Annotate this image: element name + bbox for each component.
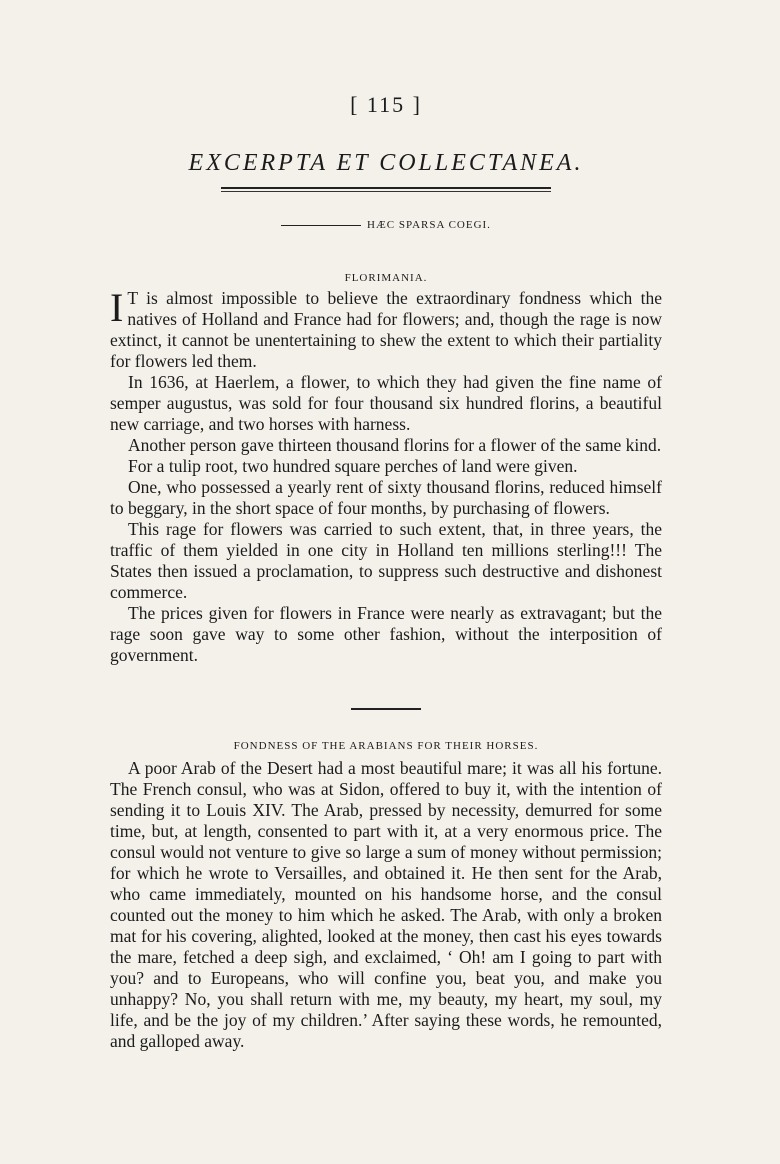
page — [110, 92, 662, 1052]
headline-rule — [221, 187, 551, 192]
motto-line — [110, 216, 662, 234]
paragraph: The prices given for flowers in France were nearly as extravagant; but the rage soon gave way to some other fashion, without the interposition of government. — [110, 603, 662, 665]
section-divider — [351, 708, 421, 710]
section-title-arabians: FONDNESS OF THE ARABIANS FOR THEIR HORSES. — [233, 740, 539, 752]
paragraph: One, who possessed a yearly rent of sixty thousand florins, reduced himself to beggary, in the short space of four months, by purchasing of flowers. — [110, 477, 662, 518]
motto-dash — [281, 225, 361, 226]
paragraph: In 1636, at Haerlem, a flower, to which they had given the fine name of semper augustus, was sold for four thousand six hundred florins, a beautiful new carriage, and two horses with harness. — [110, 372, 662, 434]
paragraph — [110, 285, 662, 372]
article-arabians — [110, 758, 662, 1052]
motto: HÆC SPARSA COEGI. — [367, 219, 491, 232]
section-title-florimania: FLORIMANIA. — [344, 272, 428, 284]
article-florimania — [110, 285, 662, 666]
paragraph: Another person gave thirteen thousand florins for a flower of the same kind. — [128, 435, 662, 455]
paragraph: A poor Arab of the Desert had a most beautiful mare; it was all his fortune. The French consul, who was at Sidon, offered to buy it, with the intention of sending it to Louis XIV. The Arab, pressed by necessity, demurred for some time, but, at length, consented to part with it, at a very enormous price. The consul would not venture to give so large a sum of money without permission; for which he wrote to Versailles, and obtained it. He then sent for the Arab, who came immediately, mounted on his handsome horse, and the consul counted out the money to him which he asked. The Arab, with only a broken mat for his covering, alighted, looked at the money, then cast his eyes towards the mare, fetched a deep sigh, and exclaimed, ‘ Oh! am I going to part with you? and to Europeans, who will confine you, beat you, and make you unhappy? No, you shall return with me, my beauty, my heart, my soul, my life, and be the joy of my children.’ After saying these words, he remounted, and galloped away. — [110, 758, 662, 1051]
paragraph: For a tulip root, two hundred square perches of land were given. — [128, 456, 578, 476]
paragraph: This rage for flowers was carried to such extent, that, in three years, the traffic of them yielded in one city in Holland ten millions sterling!!! The States then issued a proclamation, to suppress such destructive and dishonest commerce. — [110, 519, 662, 602]
drop-initial: I — [110, 285, 124, 330]
headline: EXCERPTA ET COLLECTANEA. — [188, 150, 584, 176]
page-number: [ 115 ] — [350, 92, 422, 117]
paragraph-text: T is almost impossible to believe the extraordinary fondness which the natives of Holland and France had for flowers; and, though the rage is now extinct, it cannot be unentertaining to shew the extent to which their partiality for flowers led them. — [110, 288, 662, 371]
